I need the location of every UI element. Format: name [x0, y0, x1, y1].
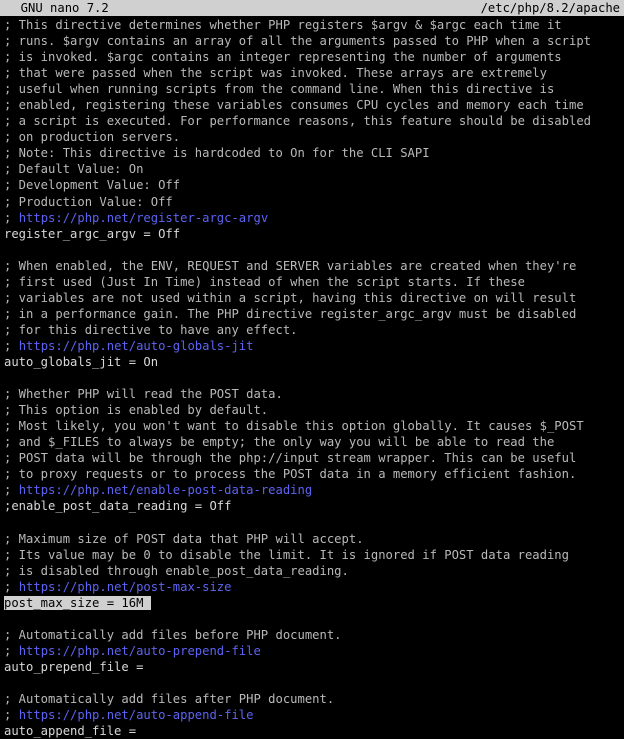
editor-line-segment: ; that were passed when the script was invoked. These arrays are extremely — [4, 66, 547, 81]
editor-line[interactable] — [4, 306, 620, 322]
editor-line[interactable] — [4, 33, 620, 49]
editor-line-segment: ; is disabled through enable_post_data_reading. — [4, 563, 349, 578]
editor-line-segment: auto_prepend_file = — [4, 659, 144, 674]
editor-line-segment: ; to proxy requests or to process the POST data in a memory efficient fashion. — [4, 467, 577, 482]
nano-titlebar — [0, 0, 624, 16]
editor-line-segment: ; is invoked. $argc contains an integer representing the number of arguments — [4, 50, 562, 65]
editor-line-segment: ; Note: This directive is hardcoded to On for the CLI SAPI — [4, 146, 430, 161]
editor-line-segment: ; Automatically add files after PHP document. — [4, 691, 335, 706]
editor-line[interactable] — [4, 49, 620, 65]
editor-line[interactable] — [4, 65, 620, 81]
editor-line-segment: auto_append_file = — [4, 724, 137, 739]
editor-line-segment: ; on production servers. — [4, 130, 181, 145]
editor-line[interactable] — [4, 482, 620, 498]
editor-line-segment: ; first used (Just In Time) instead of when the script starts. If these — [4, 274, 525, 289]
editor-line-segment: post_max_size = 16M — [4, 595, 144, 610]
editor-line[interactable] — [4, 210, 620, 226]
editor-line[interactable] — [4, 338, 620, 354]
editor-line-segment: ; POST data will be through the php://input stream wrapper. This can be useful — [4, 451, 577, 466]
editor-line[interactable] — [4, 177, 620, 193]
editor-line[interactable] — [4, 145, 620, 161]
editor-line[interactable] — [4, 194, 620, 210]
editor-line[interactable] — [4, 691, 620, 707]
editor-line-segment: ; Most likely, you won't want to disable this option globally. It causes $_POST — [4, 419, 584, 434]
editor-line[interactable] — [4, 675, 620, 691]
editor-line-segment: ; This option is enabled by default. — [4, 403, 269, 418]
editor-line-segment: ;enable_post_data_reading = Off — [4, 499, 232, 514]
editor-line-segment: ; Default Value: On — [4, 162, 144, 177]
nano-filepath-label: /etc/php/8.2/apache — [480, 1, 620, 15]
editor-line-segment: ; useful when running scripts from the command line. When this directive is — [4, 82, 555, 97]
doc-url-text: https://php.net/auto-append-file — [18, 708, 254, 723]
editor-line-segment: ; This directive determines whether PHP registers $argv & $argc each time it — [4, 18, 562, 32]
editor-line-segment: ; for this directive to have any effect. — [4, 322, 298, 337]
editor-line-segment: ; a script is executed. For performance reasons, this feature should be disabled — [4, 114, 591, 129]
editor-line[interactable] — [4, 563, 620, 579]
editor-line-segment: ; — [4, 708, 19, 723]
editor-line[interactable] — [4, 531, 620, 547]
editor-line-segment: ; runs. $argv contains an array of all the arguments passed to PHP when a script — [4, 34, 591, 49]
editor-line[interactable] — [4, 274, 620, 290]
doc-url-text: https://php.net/enable-post-data-reading — [18, 483, 313, 498]
doc-url-text: https://php.net/auto-globals-jit — [18, 338, 254, 353]
editor-line[interactable] — [4, 113, 620, 129]
editor-line[interactable] — [4, 370, 620, 386]
editor-line-segment: ; in a performance gain. The PHP directive register_argc_argv must be disabled — [4, 306, 577, 321]
editor-line-segment: ; — [4, 210, 19, 225]
editor-line[interactable] — [4, 17, 620, 33]
editor-line[interactable] — [4, 514, 620, 530]
editor-line[interactable] — [4, 258, 620, 274]
doc-url-text: https://php.net/register-argc-argv — [18, 210, 269, 225]
editor-line-segment: ; Its value may be 0 to disable the limit. It is ignored if POST data reading — [4, 547, 569, 562]
editor-line-segment: register_argc_argv = Off — [4, 226, 181, 241]
editor-line-segment: ; Whether PHP will read the POST data. — [4, 387, 283, 402]
editor-line[interactable] — [4, 97, 620, 113]
editor-line-segment: ; When enabled, the ENV, REQUEST and SERVER variables are created when they're — [4, 258, 577, 273]
editor-line[interactable] — [4, 707, 620, 723]
editor-line[interactable] — [4, 402, 620, 418]
editor-line[interactable] — [4, 659, 620, 675]
editor-line[interactable] — [4, 418, 620, 434]
editor-line[interactable] — [4, 386, 620, 402]
editor-line[interactable] — [4, 242, 620, 258]
editor-line[interactable] — [4, 354, 620, 370]
doc-url-text: https://php.net/auto-prepend-file — [18, 643, 261, 658]
editor-line-segment: ; variables are not used within a script, having this directive on will result — [4, 290, 577, 305]
nano-version-label: GNU nano 7.2 — [6, 1, 109, 15]
editor-line-segment: ; enabled, registering these variables consumes CPU cycles and memory each time — [4, 98, 584, 113]
editor-text-area[interactable] — [0, 16, 624, 739]
editor-line[interactable] — [4, 723, 620, 739]
editor-line-segment: ; — [4, 338, 19, 353]
editor-line-segment: ; and $_FILES to always be empty; the only way you will be able to read the — [4, 435, 555, 450]
editor-line-segment: ; — [4, 483, 19, 498]
editor-line[interactable] — [4, 498, 620, 514]
editor-line[interactable] — [4, 547, 620, 563]
editor-line[interactable] — [4, 129, 620, 145]
editor-line[interactable] — [4, 595, 620, 611]
editor-line-segment: ; — [4, 643, 19, 658]
editor-line[interactable] — [4, 627, 620, 643]
editor-line-segment: ; Production Value: Off — [4, 194, 173, 209]
editor-line-segment: ; Development Value: Off — [4, 178, 181, 193]
editor-line-segment: ; Maximum size of POST data that PHP will accept. — [4, 531, 364, 546]
editor-line-segment: ; — [4, 579, 19, 594]
editor-line[interactable] — [4, 611, 620, 627]
editor-line[interactable] — [4, 81, 620, 97]
editor-line[interactable] — [4, 643, 620, 659]
editor-line-segment: auto_globals_jit = On — [4, 354, 159, 369]
editor-line[interactable] — [4, 226, 620, 242]
editor-line[interactable] — [4, 290, 620, 306]
editor-line[interactable] — [4, 450, 620, 466]
editor-line[interactable] — [4, 466, 620, 482]
editor-line[interactable] — [4, 434, 620, 450]
doc-url-text: https://php.net/post-max-size — [18, 579, 232, 594]
text-cursor — [143, 596, 150, 610]
editor-line[interactable] — [4, 161, 620, 177]
editor-line[interactable] — [4, 322, 620, 338]
editor-line[interactable] — [4, 579, 620, 595]
editor-line-segment: ; Automatically add files before PHP document. — [4, 627, 342, 642]
